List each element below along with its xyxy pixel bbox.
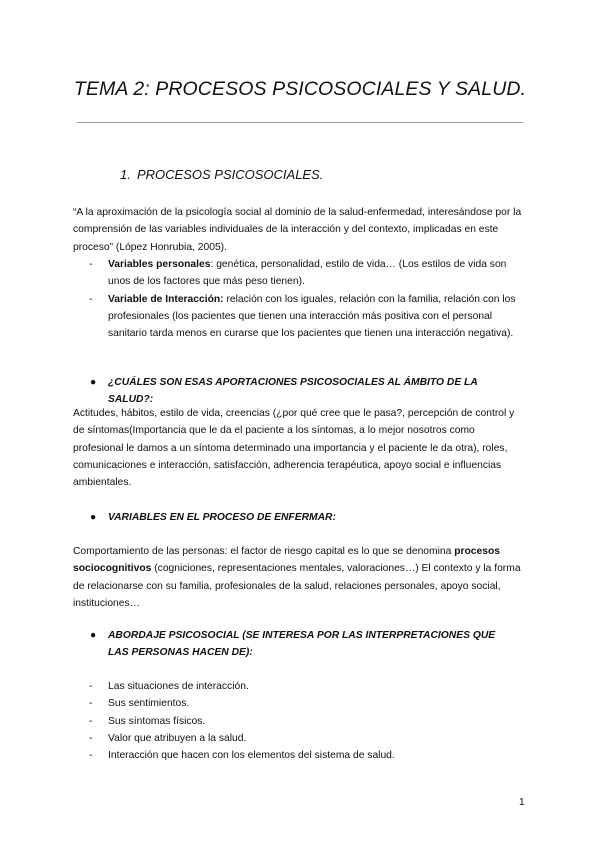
variables-list [73, 256, 528, 342]
bullet-heading-text: VARIABLES EN EL PROCESO DE ENFERMAR: [108, 512, 336, 523]
bullet-icon: ● [90, 512, 97, 523]
bullet-heading [90, 509, 510, 526]
title-divider [77, 122, 523, 123]
bullet-heading-text: ¿CUÁLES SON ESAS APORTACIONES PSICOSOCIALES AL ÁMBITO DE LA SALUD?: [108, 377, 478, 406]
dash-marker: - [89, 698, 93, 710]
quote-paragraph: “A la aproximación de la psicología social al dominio de la salud-enfermedad, interesándose por la comprensión de las variables individuales de la interacción y del contexto, implicadas en este proceso” (López Honrubia, 2005). [73, 207, 522, 253]
paragraph-text: Comportamiento de las personas: el factor de riesgo capital es lo que se denomina [73, 546, 455, 557]
paragraph: Actitudes, hábitos, estilo de vida, creencias (¿por qué cree que le pasa?, percepción de control y de síntomas(Importancia que le da el paciente a los síntomas, a lo mejor nosotros como profesional le damos a un síntoma determinado una importancia y el paciente le da otra), roles, comunicaciones e interacción, satisfacción, adherencia terapéutica, apoyo social e influencias ambientales. [73, 408, 515, 489]
section-heading [120, 167, 323, 182]
list-item [73, 695, 528, 712]
list-item [73, 713, 528, 730]
list-item-text: Valor que atribuyen a la salud. [108, 732, 247, 744]
dash-marker: - [89, 681, 93, 692]
dash-marker: - [89, 259, 93, 270]
list-item [73, 747, 528, 764]
dash-marker: - [89, 732, 93, 744]
dash-marker: - [89, 715, 93, 727]
bullet-icon: ● [90, 630, 97, 641]
list-item-text: Sus síntomas físicos. [108, 715, 206, 727]
paragraph [73, 543, 528, 612]
variable-separator: : [210, 259, 214, 270]
page-title: TEMA 2: PROCESOS PSICOSOCIALES Y SALUD. [73, 78, 527, 100]
variable-label: Variables personales [108, 259, 211, 270]
bullet-heading-text: ABORDAJE PSICOSOCIAL (SE INTERESA POR LAS INTERPRETACIONES QUE LAS PERSONAS HACEN DE): [108, 630, 496, 659]
list-item [73, 730, 528, 747]
list-item [73, 678, 528, 695]
bullet-icon: ● [90, 377, 97, 388]
abordaje-list [73, 678, 528, 764]
bullet-heading [90, 627, 510, 662]
list-item [73, 256, 528, 291]
paragraph-text: (cogniciones, representaciones mentales, valoraciones…) El contexto y la forma de relacionarse con su familia, profesionales de la salud, relaciones personales, apoyo social, instituciones… [73, 563, 521, 609]
bullet-heading [90, 374, 510, 409]
variable-label: Variable de Interacción: [108, 293, 224, 305]
variable-text: relación con los iguales, relación con la familia, relación con los profesionales (los pacientes que tienen una interacción más positiva con el personal sanitario tarda menos en curarse que los pacientes que tienen una interacción negativa). [108, 293, 516, 340]
dash-marker: - [89, 750, 93, 762]
list-item-text: Sus sentimientos. [108, 698, 190, 710]
dash-marker: - [89, 293, 93, 305]
list-item-text: Interacción que hacen con los elementos del sistema de salud. [108, 750, 395, 762]
variable-text: genética, personalidad, estilo de vida… (Los estilos de vida son unos de los factores que más peso tienen). [108, 259, 507, 288]
page-number: 1 [519, 797, 525, 808]
list-item-text: Las situaciones de interacción. [108, 681, 249, 692]
section-title: PROCESOS PSICOSOCIALES. [137, 167, 324, 182]
section-number: 1. [120, 167, 131, 182]
list-item [73, 291, 528, 343]
bold-term: procesos sociocognitivos [73, 546, 500, 575]
